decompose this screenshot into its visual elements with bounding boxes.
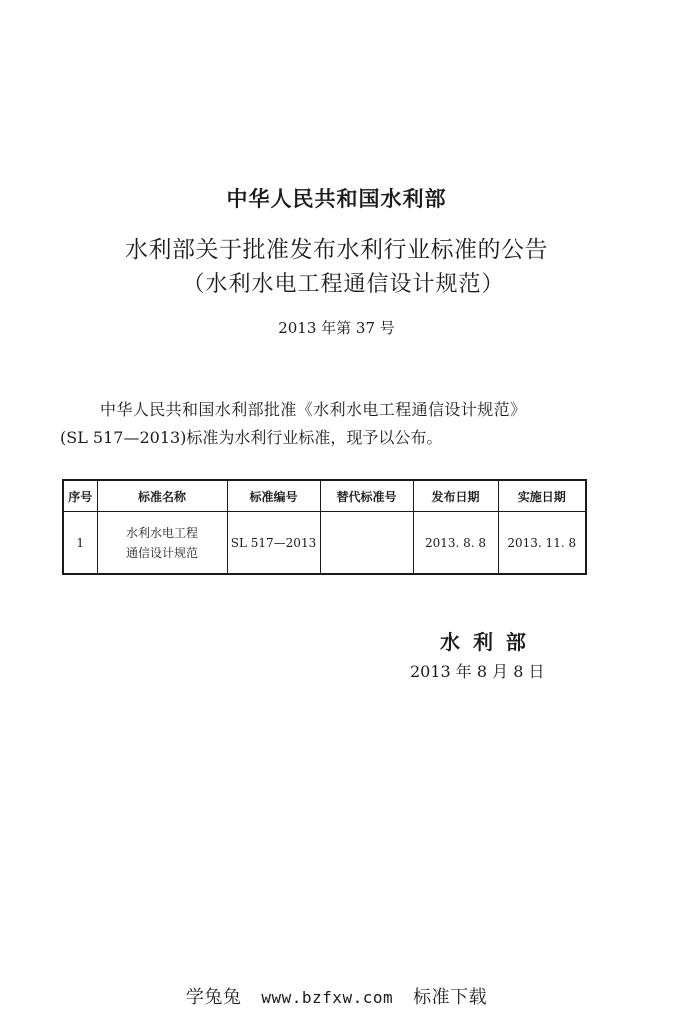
body-paragraph-line-2: (SL 517—2013)标准为水利行业标准，现予以公布。	[60, 428, 443, 447]
table-header-row	[63, 480, 586, 512]
announcement-title: 水利部关于批准发布水利行业标准的公告	[125, 237, 548, 263]
standard-name-line-2: 通信设计规范	[125, 545, 198, 560]
cell-replaces	[320, 512, 413, 575]
announcement-subtitle: （水利水电工程通信设计规范）	[182, 272, 505, 297]
cell-standard-code: SL 517—2013	[227, 512, 320, 575]
ministry-header: 中华人民共和国水利部	[226, 187, 447, 211]
column-header-effective-date: 实施日期	[498, 480, 586, 512]
body-paragraph-line-1: 中华人民共和国水利部批准《水利水电工程通信设计规范》	[100, 400, 527, 419]
column-header-publish-date: 发布日期	[413, 480, 498, 512]
document-number: 2013 年第 37 号	[278, 319, 395, 337]
column-header-name: 标准名称	[97, 480, 227, 512]
signature-date: 2013 年 8 月 8 日	[410, 662, 545, 681]
standards-table	[62, 479, 587, 575]
footer-site-name: 学兔兔	[185, 987, 242, 1008]
table-row	[63, 512, 586, 575]
standard-name-line-1: 水利水电工程	[125, 525, 198, 540]
cell-seq: 1	[63, 512, 97, 575]
cell-standard-name	[97, 512, 227, 575]
signature-organization: 水 利 部	[440, 630, 529, 654]
column-header-code: 标准编号	[227, 480, 320, 512]
cell-publish-date: 2013. 8. 8	[413, 512, 498, 575]
column-header-replaces: 替代标准号	[320, 480, 413, 512]
footer-tagline: 标准下载	[413, 987, 488, 1008]
footer-url: www.bzfxw.com	[261, 988, 394, 1007]
cell-effective-date: 2013. 11. 8	[498, 512, 586, 575]
column-header-seq: 序号	[63, 480, 97, 512]
footer-watermark	[0, 983, 673, 1009]
